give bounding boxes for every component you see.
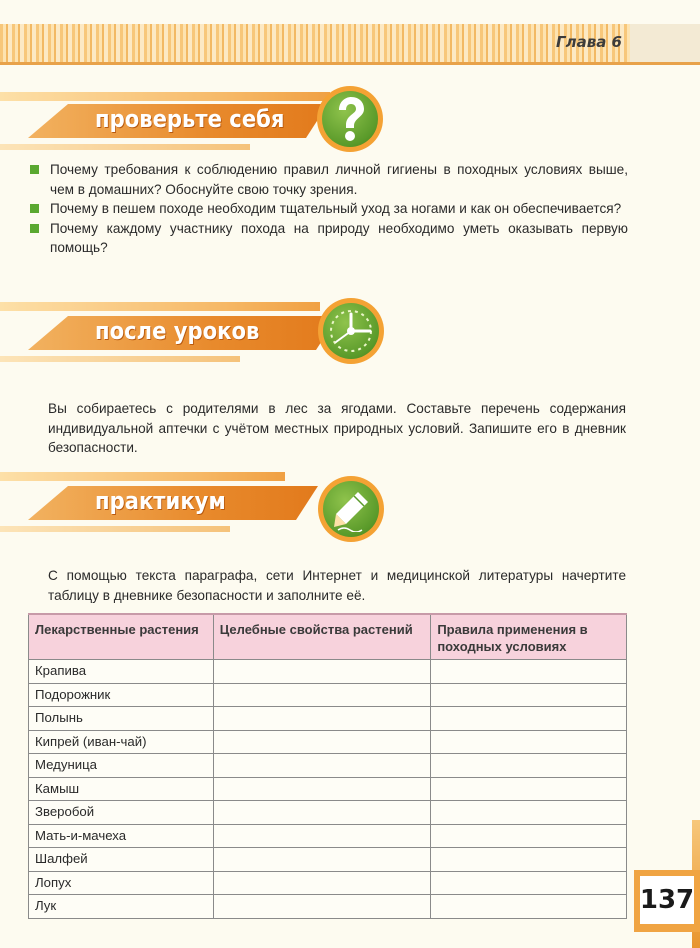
table-row	[29, 660, 627, 684]
table-row	[29, 707, 627, 731]
section-title-practice: практикум	[95, 487, 226, 515]
question-item	[28, 199, 628, 219]
plant-name-cell: Лук	[29, 895, 214, 919]
properties-cell	[213, 660, 431, 684]
bullet-square-icon	[30, 224, 39, 233]
usage-rules-cell	[431, 848, 627, 872]
properties-cell	[213, 754, 431, 778]
column-header: Лекарственные растения	[29, 614, 214, 660]
question-item	[28, 160, 628, 199]
question-mark-glyph	[330, 96, 370, 142]
table-row	[29, 895, 627, 919]
column-header: Правила применения в походных условиях	[431, 614, 627, 660]
usage-rules-cell	[431, 801, 627, 825]
properties-cell	[213, 871, 431, 895]
usage-rules-cell	[431, 683, 627, 707]
pencil-icon	[318, 476, 384, 542]
banner-stripe	[0, 472, 285, 481]
bullet-square-icon	[30, 165, 39, 174]
plant-name-cell: Шалфей	[29, 848, 214, 872]
banner-stripe	[0, 144, 250, 150]
properties-cell	[213, 730, 431, 754]
plant-name-cell: Подорожник	[29, 683, 214, 707]
table-row	[29, 801, 627, 825]
banner-stripe	[0, 92, 330, 101]
plant-name-cell: Камыш	[29, 777, 214, 801]
question-text: Почему в пешем походе необходим тщательный уход за ногами и как он обеспечивается?	[50, 201, 622, 217]
table-row	[29, 871, 627, 895]
properties-cell	[213, 824, 431, 848]
question-item	[28, 219, 628, 258]
plant-name-cell: Медуница	[29, 754, 214, 778]
properties-cell	[213, 683, 431, 707]
header-corner	[630, 24, 700, 62]
practicum-text: С помощью текста параграфа, сети Интернет и медицинской литературы начертите таблицу в дневнике безопасности и заполните её.	[48, 568, 626, 603]
table-row	[29, 848, 627, 872]
question-text: Почему каждому участнику похода на природу необходимо уметь оказывать первую помощь?	[50, 220, 628, 256]
properties-cell	[213, 848, 431, 872]
plant-name-cell: Кипрей (иван-чай)	[29, 730, 214, 754]
usage-rules-cell	[431, 871, 627, 895]
usage-rules-cell	[431, 660, 627, 684]
plant-name-cell: Зверобой	[29, 801, 214, 825]
usage-rules-cell	[431, 707, 627, 731]
plant-name-cell: Полынь	[29, 707, 214, 731]
usage-rules-cell	[431, 754, 627, 778]
clock-glyph	[326, 306, 376, 356]
medicinal-plants-table	[28, 613, 627, 919]
usage-rules-cell	[431, 730, 627, 754]
questions-list	[28, 160, 628, 258]
question-mark-icon	[317, 86, 383, 152]
question-text: Почему требования к соблюдению правил личной гигиены в походных условиях выше, чем в домашних? Обоснуйте свою точку зрения.	[50, 162, 628, 197]
bullet-square-icon	[30, 204, 39, 213]
banner-stripe	[0, 526, 230, 532]
section-title-check: проверьте себя	[95, 105, 285, 133]
usage-rules-cell	[431, 777, 627, 801]
properties-cell	[213, 895, 431, 919]
plant-name-cell: Лопух	[29, 871, 214, 895]
table-row	[29, 730, 627, 754]
pencil-glyph	[328, 486, 374, 532]
plant-name-cell: Крапива	[29, 660, 214, 684]
clock-icon	[318, 298, 384, 364]
section-title-after: после уроков	[95, 317, 260, 345]
plant-name-cell: Мать-и-мачеха	[29, 824, 214, 848]
after-lessons-text: Вы собираетесь с родителями в лес за ягодами. Составьте перечень содержания индивидуальной аптечки с учётом местных природных условий. Запишите его в дневник безопасности.	[48, 401, 626, 456]
table-row	[29, 683, 627, 707]
properties-cell	[213, 707, 431, 731]
banner-stripe	[0, 356, 240, 362]
header-divider	[0, 62, 700, 65]
table-header-row	[29, 614, 627, 660]
usage-rules-cell	[431, 895, 627, 919]
table-row	[29, 777, 627, 801]
table-row	[29, 754, 627, 778]
table-row	[29, 824, 627, 848]
column-header: Целебные свойства растений	[213, 614, 431, 660]
banner-stripe	[0, 302, 320, 311]
properties-cell	[213, 777, 431, 801]
properties-cell	[213, 801, 431, 825]
usage-rules-cell	[431, 824, 627, 848]
page-number: 137	[640, 876, 694, 924]
chapter-title: Глава 6	[556, 33, 622, 51]
